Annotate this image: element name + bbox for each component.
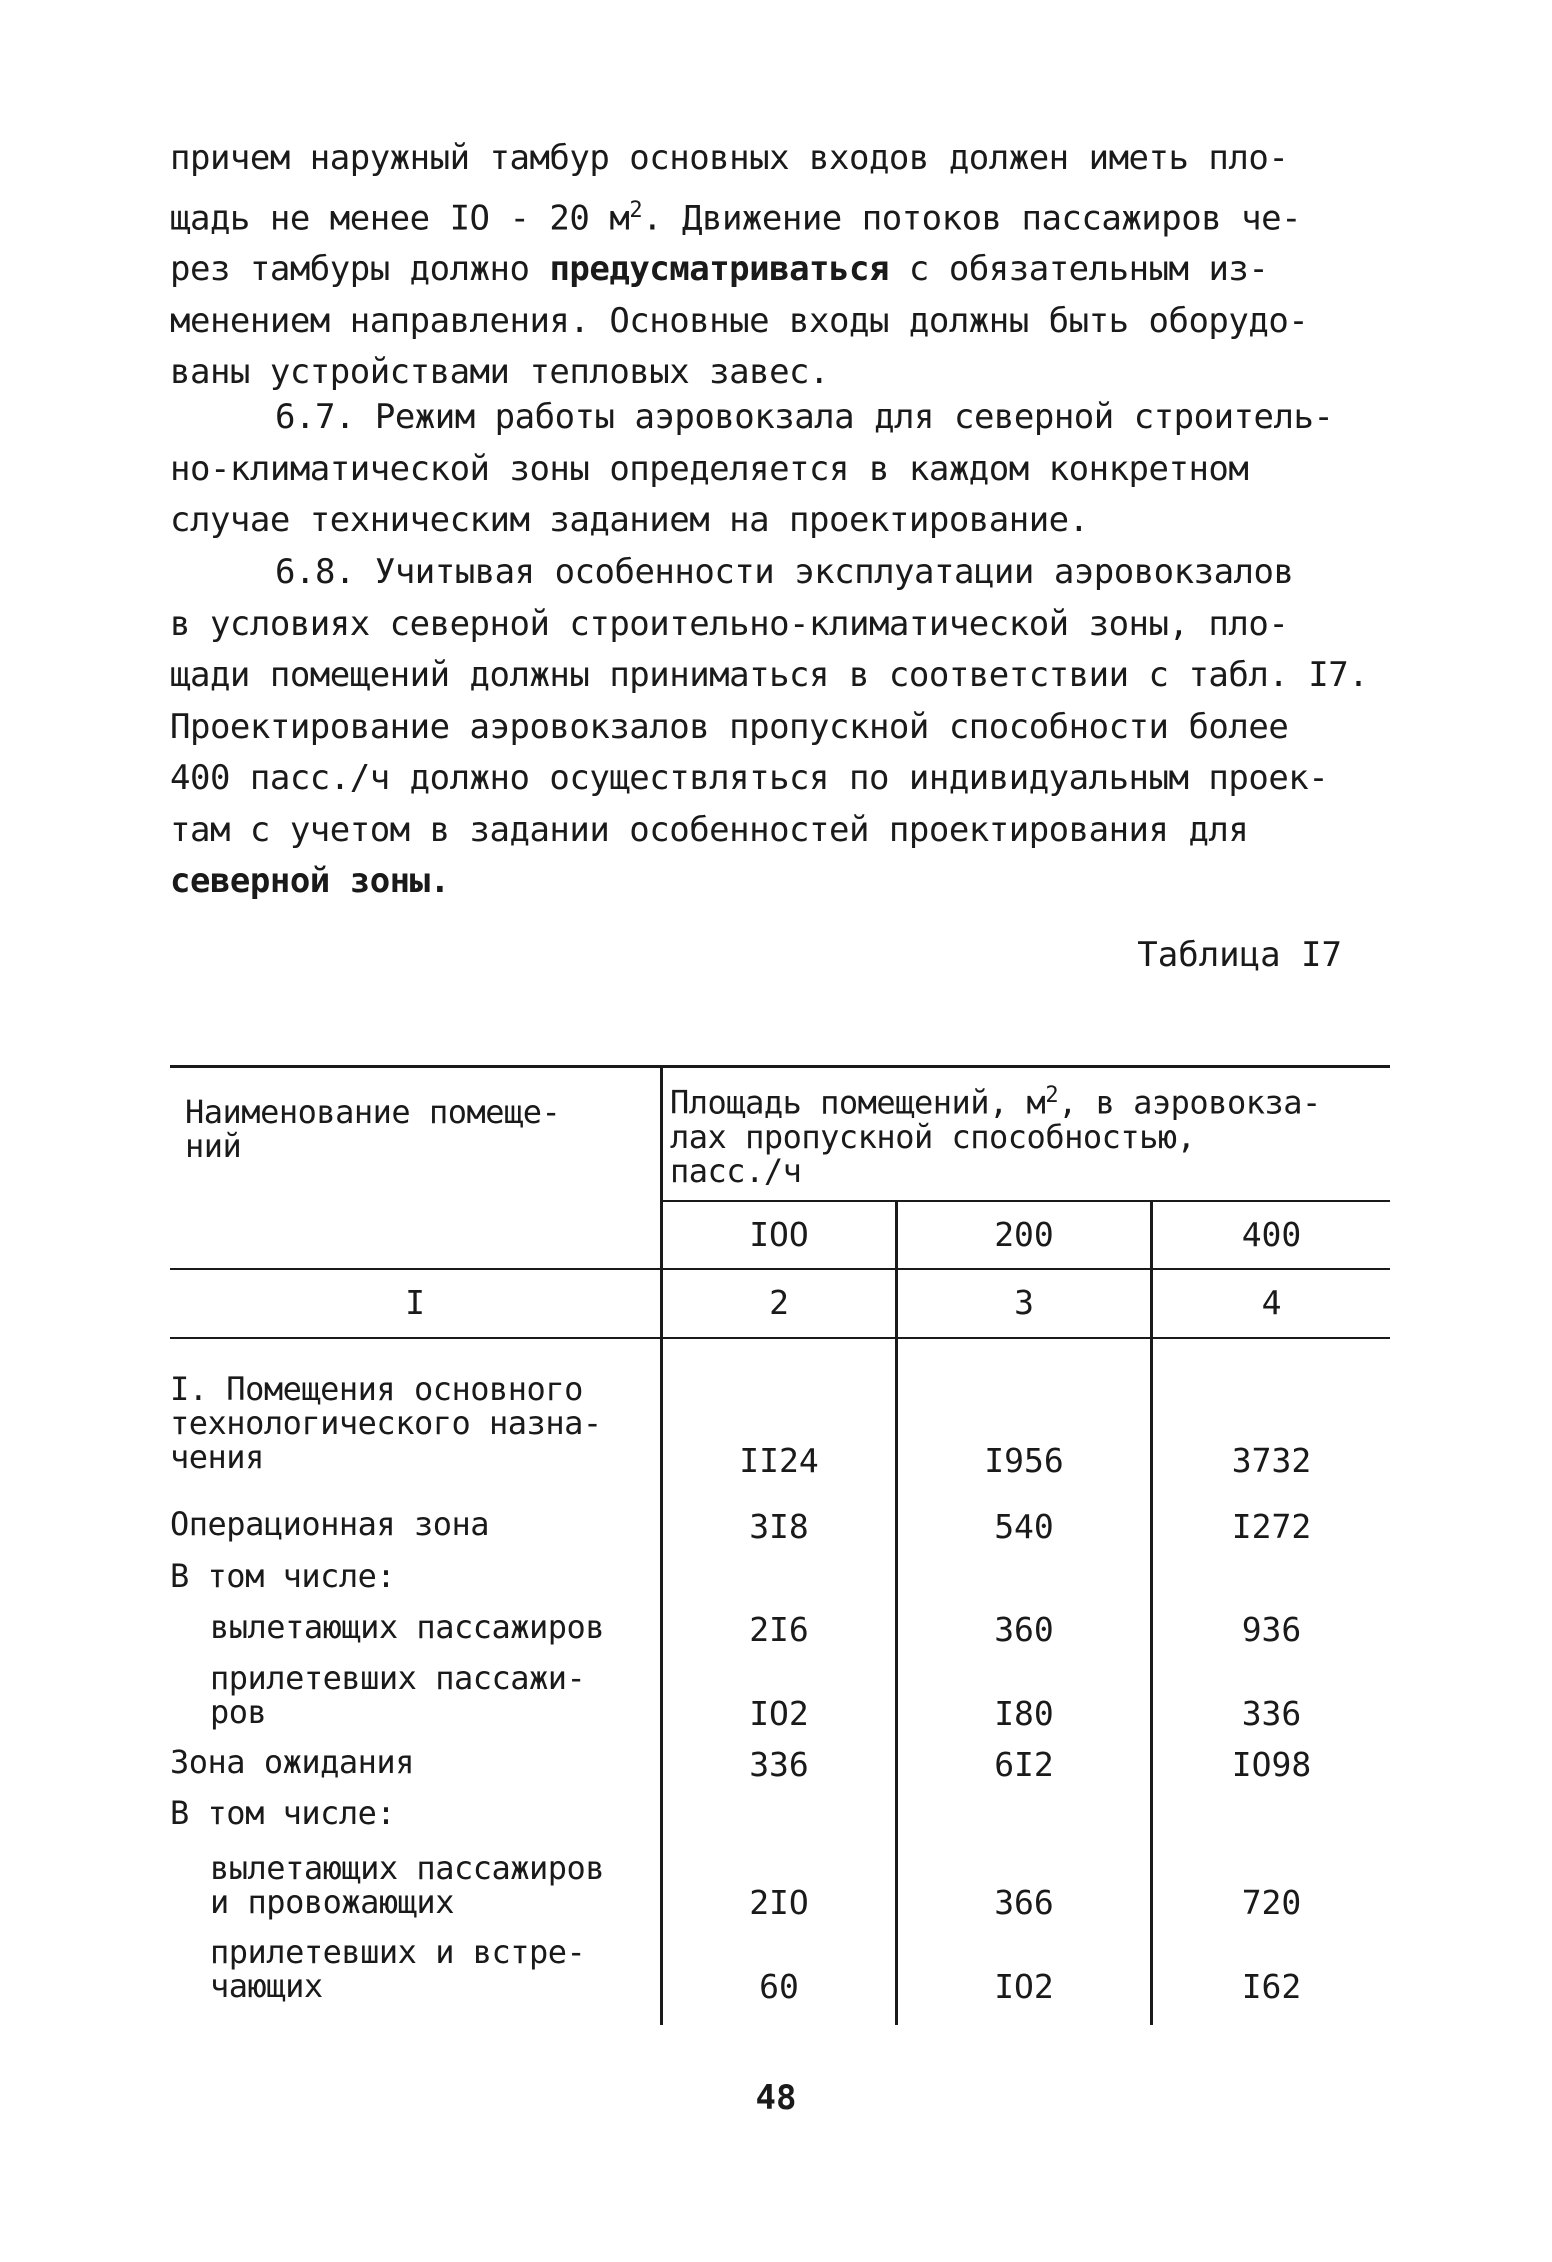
row-name: I. Помещения основного технологического назна- чения [170,1370,602,1476]
text-line: щадь не менее IO - 20 $м^2$. Движение потоков пассажиров че- [170,197,1302,238]
row-value: 6I2 [994,1745,1054,1784]
index-bottom-rule [170,1337,1390,1339]
row-value: 540 [994,1507,1054,1546]
row-name: В том числе: [170,1557,396,1595]
row-value: IO98 [1231,1745,1312,1784]
column-index: 4 [1261,1283,1282,1322]
table-top-rule [170,1065,1390,1068]
header-room-name: Наименование помеще- ний [185,1093,561,1165]
text-line: 6.8. Учитывая особенности эксплуатации аэровокзалов [275,552,1294,592]
text-line: Проектирование аэровокзалов пропускной способности более [170,706,1289,747]
text-line: причем наружный тамбур основных входов должен иметь пло- [170,138,1289,178]
text-line: случае техническим заданием на проектирование. [170,500,1089,540]
row-value: 3I8 [749,1507,809,1546]
row-value: 60 [759,1967,799,2006]
row-value: 936 [1241,1610,1302,1649]
row-value: 360 [994,1610,1054,1649]
row-value: 336 [749,1745,809,1784]
header-capacity-100: IOO [749,1215,809,1254]
column-index: I [405,1283,425,1322]
row-name: прилетевших пассажи- ров [210,1659,586,1731]
header-bottom-rule [170,1268,1390,1270]
text-line: рез тамбуры должно предусматриваться с обязательным из- [170,249,1269,290]
row-value: 366 [994,1883,1054,1922]
text-line: 400 пасс./ч должно осуществляться по индивидуальным проек- [170,758,1329,798]
header-capacity-200: 200 [994,1215,1054,1254]
row-value: IO2 [749,1694,809,1733]
paragraph-6-8 [170,547,1400,908]
text-line: 6.7. Режим работы аэровокзала для северной строитель- [275,397,1334,437]
row-value: I80 [994,1694,1054,1733]
text-line: но-климатической зоны определяется в каждом конкретном [170,448,1249,489]
page-number: 48 [755,2078,797,2118]
row-value: I956 [984,1441,1064,1480]
row-value: I62 [1241,1967,1302,2006]
header-capacity-400: 400 [1241,1215,1302,1254]
row-value: 336 [1241,1694,1302,1733]
row-value: IO2 [994,1967,1054,2006]
row-name: В том числе: [170,1794,396,1832]
text-line: менением направления. Основные входы должны быть оборудо- [170,300,1309,341]
row-value: I272 [1231,1507,1312,1546]
text-line: в условиях северной строительно-климатической зоны, пло- [170,603,1289,644]
row-value: 2I6 [749,1610,809,1649]
paragraph-6-7 [170,392,1400,547]
row-value: 3732 [1231,1441,1312,1480]
area-table [170,1065,1390,2025]
header-area-group: Площадь помещений, $м^2$, в аэровокза- лах пропускной способностью, пасс./ч [670,1083,1321,1190]
text-line: ваны устройствами тепловых завес. [170,352,830,393]
header-sub-rule [660,1200,1390,1202]
row-name: Операционная зона [170,1505,490,1543]
row-name: Зона ожидания [170,1743,414,1781]
row-value: 2IO [749,1883,809,1922]
column-index: 3 [1014,1283,1034,1322]
column-index: 2 [769,1283,789,1322]
paragraph-vestibule [170,133,1400,399]
text-line: северной зоны. [170,861,450,901]
row-name: прилетевших и встре- чающих [210,1933,586,2005]
text-line: там с учетом в задании особенностей проектирования для [170,809,1249,850]
row-name: вылетающих пассажиров [210,1608,605,1646]
table-caption: Таблица I7 [1137,935,1342,975]
text-line: щади помещений должны приниматься в соответствии с табл. I7. [170,655,1369,695]
row-name: вылетающих пассажиров и провожающих [210,1849,605,1921]
row-value: II24 [739,1441,819,1480]
row-value: 720 [1241,1883,1302,1922]
